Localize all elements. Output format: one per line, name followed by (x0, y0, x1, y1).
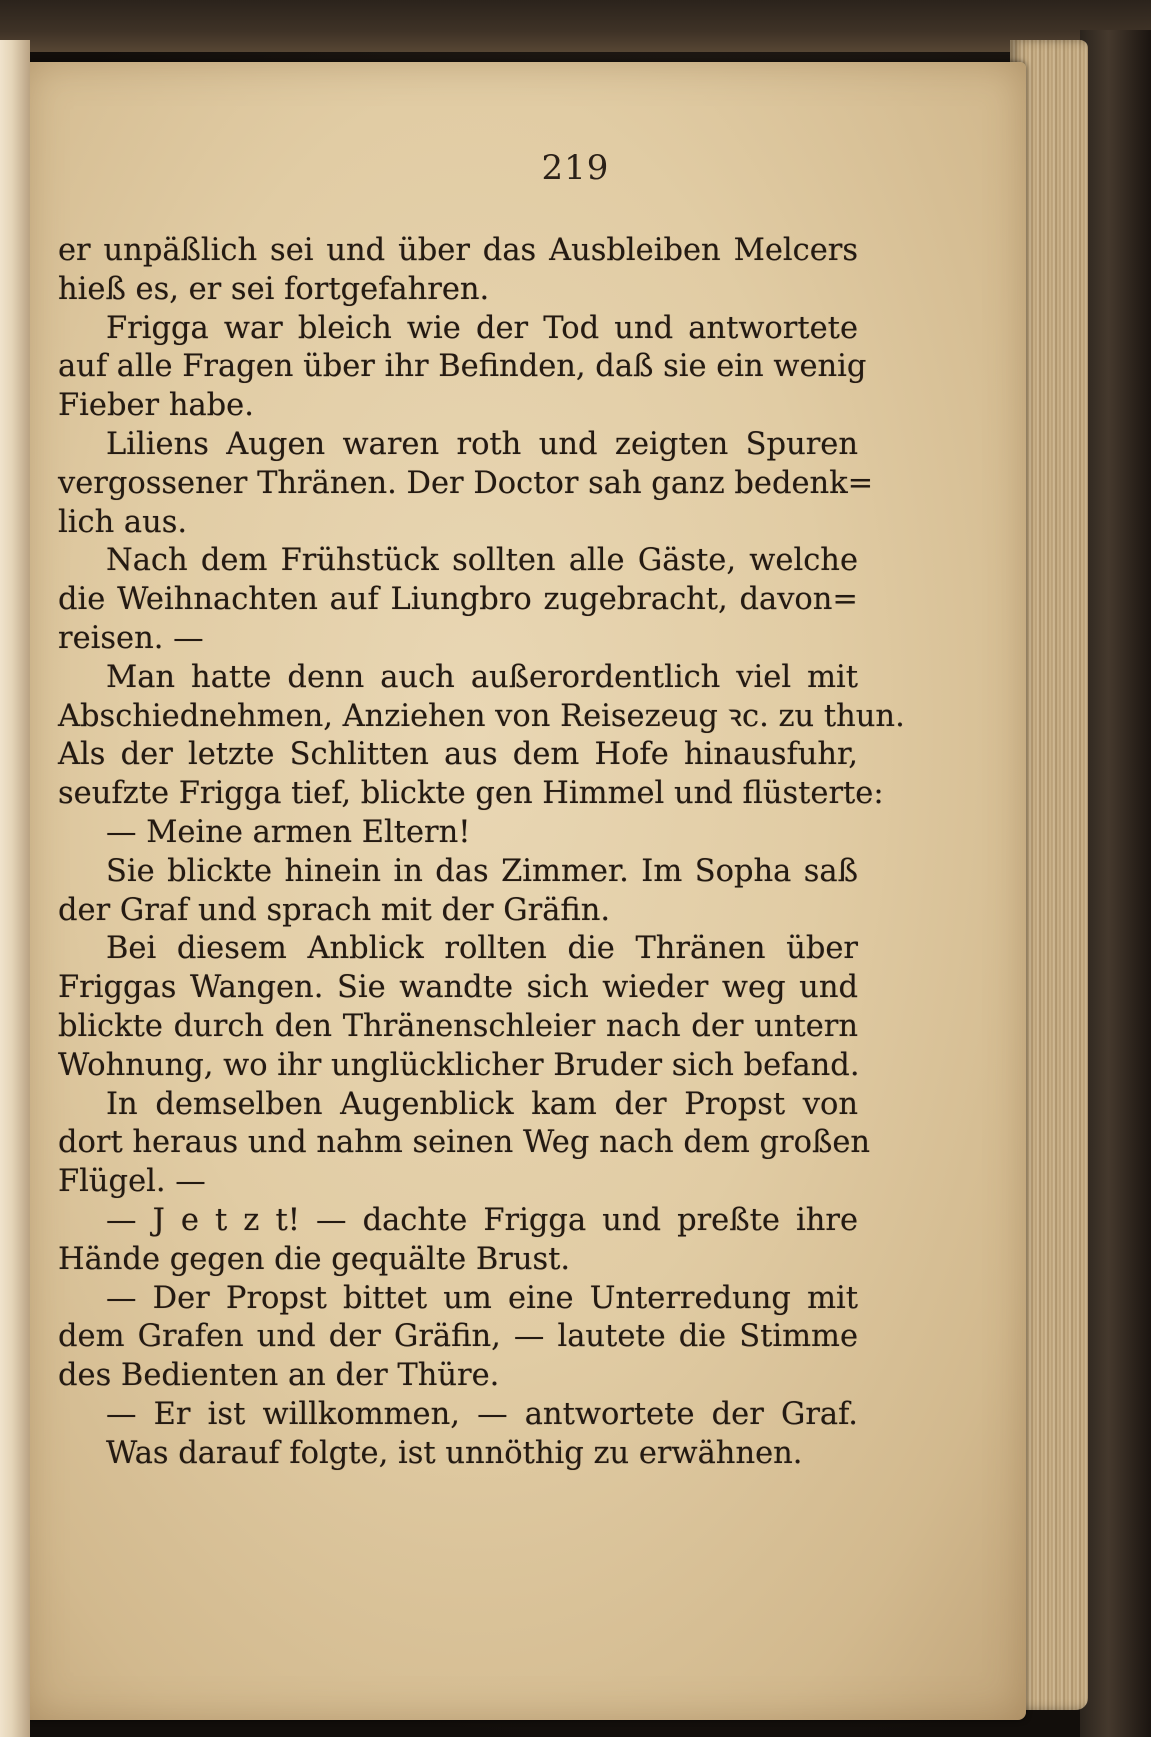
text-line: Flügel. — (58, 1164, 206, 1200)
body-text (58, 232, 905, 1474)
text-line: er unpäßlich sei und über das Ausbleiben Melcers (58, 233, 858, 268)
text-line: — Meine armen Eltern! (106, 814, 471, 850)
text-line: Sie blickte hinein in das Zimmer. Im Sopha saß (106, 853, 858, 889)
text-line: Frigga war bleich wie der Tod und antwortete (106, 310, 858, 346)
binding-gutter (0, 40, 30, 1737)
text-line: auf alle Fragen über ihr Befinden, daß sie ein wenig (58, 349, 867, 385)
text-line: dem Grafen und der Gräfin, — lautete die Stimme (58, 1319, 858, 1355)
text-line: seufzte Frigga tief, blickte gen Himmel und flüsterte: (58, 776, 884, 812)
text-line: In demselben Augenblick kam der Propst von (106, 1086, 858, 1122)
text-line: blickte durch den Thränenschleier nach der untern (58, 1008, 858, 1044)
text-line: Als der letzte Schlitten aus dem Hofe hinausfuhr, (58, 737, 858, 773)
book-cover-right-edge (1080, 30, 1151, 1737)
text-line: Bei diesem Anblick rollten die Thränen über (106, 931, 858, 967)
text-line: die Weihnachten auf Liungbro zugebracht, davon= (58, 582, 858, 618)
page-number: 219 (541, 148, 610, 188)
text-line: — Er ist willkommen, — antwortete der Graf. (106, 1396, 858, 1432)
text-line: Wohnung, wo ihr unglücklicher Bruder sich befand. (58, 1047, 860, 1083)
text-line: vergossener Thränen. Der Doctor sah ganz bedenk= (58, 465, 874, 501)
book-cover-top-edge (0, 0, 1151, 52)
text-line: — J e t z t! — dachte Frigga und preßte ihre (106, 1202, 858, 1238)
text-line: Abschiednehmen, Anziehen von Reisezeug ꝛc. zu thun. (58, 698, 905, 734)
text-line: Friggas Wangen. Sie wandte sich wieder weg und (58, 970, 858, 1006)
text-line: des Bedienten an der Thüre. (58, 1358, 500, 1394)
text-line: Nach dem Frühstück sollten alle Gäste, welche (106, 543, 858, 579)
text-line: hieß es, er sei fortgefahren. (58, 271, 490, 307)
text-line: Fieber habe. (58, 388, 254, 424)
text-line: lich aus. (58, 504, 188, 540)
text-line: Hände gegen die gequälte Brust. (58, 1241, 571, 1277)
text-line: — Der Propst bittet um eine Unterredung mit (106, 1280, 858, 1316)
text-line: dort heraus und nahm seinen Weg nach dem großen (58, 1125, 871, 1161)
text-line: Was darauf folgte, ist unnöthig zu erwähnen. (106, 1435, 803, 1471)
text-line: der Graf und sprach mit der Gräfin. (58, 892, 611, 928)
text-line: reisen. — (58, 620, 204, 656)
text-line: Liliens Augen waren roth und zeigten Spuren (106, 426, 858, 462)
text-line: Man hatte denn auch außerordentlich viel mit (106, 659, 858, 695)
